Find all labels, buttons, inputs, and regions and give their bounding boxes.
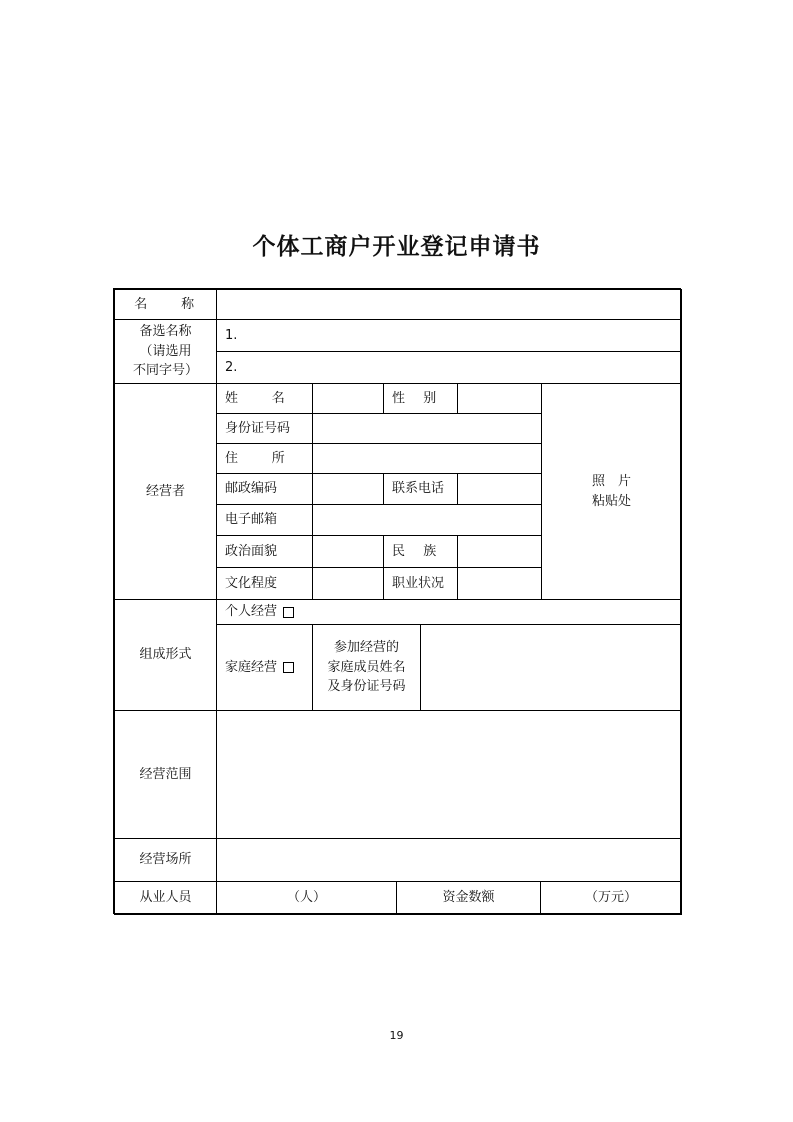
email-label: 电子邮箱 (216, 504, 313, 536)
business-scope-label: 经营范围 (114, 710, 217, 839)
individual-option-label: 个人经营 (225, 604, 278, 620)
gender-field[interactable] (457, 383, 542, 414)
family-checkbox[interactable] (283, 662, 294, 673)
individual-checkbox[interactable] (283, 607, 294, 618)
id-number-label: 身份证号码 (216, 413, 313, 444)
ethnicity-label: 民 族 (383, 535, 458, 568)
alt-names-label-line: 不同字号） (132, 363, 198, 379)
alt-names-label (114, 319, 217, 384)
alt-name-1-number: 1. (225, 327, 238, 343)
id-number-field[interactable] (312, 413, 542, 444)
operator-label: 经营者 (114, 383, 217, 600)
operator-name-label: 姓 名 (216, 383, 313, 414)
gender-label: 性 别 (383, 383, 458, 414)
postal-code-label: 邮政编码 (216, 473, 313, 505)
capital-label: 资金数额 (396, 881, 541, 915)
business-location-label: 经营场所 (114, 838, 217, 882)
employees-label: 从业人员 (114, 881, 217, 915)
employees-unit: （人） (286, 890, 326, 906)
family-members-label (312, 624, 421, 711)
capital-unit: （万元） (584, 890, 637, 906)
address-label: 住 所 (216, 443, 313, 474)
org-form-label: 组成形式 (114, 599, 217, 711)
phone-field[interactable] (457, 473, 542, 505)
occupation-field[interactable] (457, 567, 542, 600)
alt-names-label-line: 备选名称 (139, 324, 192, 340)
individual-option[interactable] (216, 599, 682, 625)
political-status-label: 政治面貌 (216, 535, 313, 568)
document-title: 个体工商户开业登记申请书 (252, 234, 541, 260)
application-form (113, 288, 681, 914)
business-location-field[interactable] (216, 838, 682, 882)
employees-field[interactable] (216, 881, 397, 915)
family-option[interactable] (216, 624, 313, 711)
photo-label-line: 粘贴处 (591, 493, 631, 509)
page-number: 19 (389, 1029, 404, 1042)
education-label: 文化程度 (216, 567, 313, 600)
family-members-label-line: 参加经营的 (333, 640, 399, 656)
photo-label-line: 照 片 (591, 474, 631, 489)
postal-code-field[interactable] (312, 473, 384, 505)
phone-label: 联系电话 (383, 473, 458, 505)
address-field[interactable] (312, 443, 542, 474)
business-scope-field[interactable] (216, 710, 682, 839)
political-status-field[interactable] (312, 535, 384, 568)
family-option-label: 家庭经营 (225, 659, 278, 675)
name-field[interactable] (216, 289, 682, 320)
education-field[interactable] (312, 567, 384, 600)
name-label: 名 称 (114, 289, 217, 320)
family-members-label-line: 家庭成员姓名 (327, 659, 406, 675)
email-field[interactable] (312, 504, 542, 536)
alt-name-2-number: 2. (225, 359, 238, 375)
operator-name-field[interactable] (312, 383, 384, 414)
alt-name-1-field[interactable] (216, 319, 682, 352)
family-members-label-line: 及身份证号码 (327, 679, 406, 695)
alt-names-label-line: （请选用 (139, 343, 192, 359)
capital-field[interactable] (540, 881, 682, 915)
ethnicity-field[interactable] (457, 535, 542, 568)
alt-name-2-field[interactable] (216, 351, 682, 384)
family-members-field[interactable] (420, 624, 682, 711)
photo-area (541, 383, 682, 600)
occupation-label: 职业状况 (383, 567, 458, 600)
